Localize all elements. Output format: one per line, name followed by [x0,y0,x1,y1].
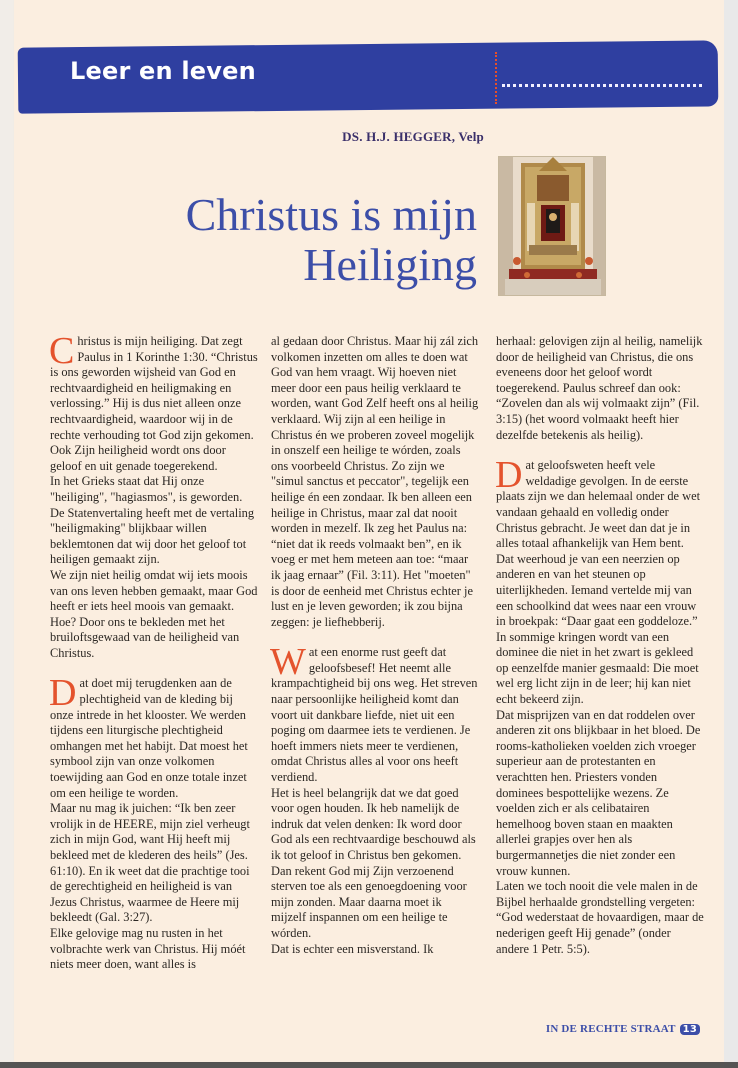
altar-illustration [499,157,606,296]
paragraph-text: In het Grieks staat dat Hij onze "heiliging", "hagiasmos", is geworden. De Statenvertaling heeft met de vertaling "heiligmaking" blijkbaar willen beklemtonen dat wij door het geloof tot heiligen gemaakt zijn. [50,474,255,567]
drop-cap: C [49,330,75,372]
paragraph-text: at doet mij terugdenken aan de plechtigheid van de kleding bij onze intrede in het klooster. We werden tijdens een liturgische plechtigheid omhangen met het habijt. Dat moest het symbool zijn van onze volkomen toewijding aan God en onze totale inzet om een heilige te worden. [50,676,248,800]
article-paragraph [496,334,704,443]
article-paragraph [271,334,479,630]
article-paragraph [496,552,704,708]
paragraph-text: Het is heel belangrijk dat we dat goed voor ogen houden. Ik heb namelijk de indruk dat velen denken: Ik word door God als een rechtvaardige beschouwd als ik tot geloof in Christus ben gekomen. Dan rekent God mij Zijn verzoenend sterven toe als een genoegdoening voor mijn zonden. Maar daarna moet ik mijzelf inspannen om een heilige te wórden. [271,785,476,940]
paragraph-text: at een enorme rust geeft dat geloofsbesef! Het neemt alle krampachtigheid bij ons weg. Het streven naar persoonlijke heiligheid komt dan voort uit dankbare liefde, niet uit een poging om daarmee iets te verdienen. Je hoeft immers niets meer te verdienen, omdat Christus alles al voor ons heeft verdiend. [271,645,478,785]
section-title: Leer en leven [70,57,256,85]
page-footer [540,1023,700,1035]
page-shadow [0,1062,738,1068]
church-altar-image [498,156,606,296]
drop-cap: D [49,672,77,715]
article-paragraph [50,474,258,568]
paragraph-text: herhaal: gelovigen zijn al heilig, namelijk door de heiligheid van Christus, die ons eveneens door het geloof wordt toegerekend. Paulus schreef dan ook: “Zovelen dan als wij volmaakt zijn” (Fil. 3:15) (het woord volmaakt heeft hier dezelfde betekenis als heilig). [496,334,703,442]
banner-dotted-line [502,84,702,87]
paragraph-gap [496,443,704,458]
drop-cap: D [495,454,523,497]
text-column-1 [49,330,258,973]
article-paragraph [271,942,479,958]
paragraph-text: al gedaan door Christus. Maar hij zál zich volkomen inzetten om alles te doen wat God van hem vraagt. Wij hoeven niet meer door een paus heilig verklaard te worden, want God Zelf heeft ons al heilig verklaard. Wij zijn al een heilige in Christus én we proberen zoveel mogelijk in onszelf een heilige te wórden, zoals ons voorbeeld Christus. Zo zijn we "simul sanctus et peccator", tegelijk een heilige én een zondaar. Ik ben alleen een heilige in Christus, maar zal dat nooit worden in mezelf. Ik zeg het Paulus na: “niet dat ik reeds volmaakt ben”, en ik voeg er met hem meteen aan toe: “maar ik jaag ernaar” (Fil. 3:11). Het "moeten" is door de eenheid met Christus echter je lust en je leven geworden; ik zou bijna zeggen: je liefhebberij. [271,334,479,629]
article-paragraph [495,454,704,552]
page-edge [724,0,738,1068]
magazine-name: IN DE RECHTE STRAAT [545,1023,676,1035]
paragraph-text: Dat is echter een misverstand. Ik [271,941,434,956]
article-paragraph [50,801,258,926]
article-paragraph [270,641,479,785]
paragraph-text: Elke gelovige mag nu rusten in het volbrachte werk van Christus. Hij móét niets meer doen, want alles is [50,925,246,972]
paragraph-text: Dat weerhoud je van een neerzien op anderen en van het steunen op uiterlijkheden. Iemand vertelde mij van een schoolkind dat wees naar een vrouw in broekpak: “Daar gaat een goddeloze.” In sommige kringen wordt van een dominee die niet in het zwart is gekleed op eenzelfde manier gesmaald: Die moet wel erg licht zijn in de leer; hij kan niet echt bekeerd zijn. [496,551,699,707]
article-paragraph [49,672,258,801]
paragraph-gap [50,661,258,676]
paragraph-text: hristus is mijn heiliging. Dat zegt Paulus in 1 Korinthe 1:30. “Christus is ons geworden wijsheid van God en rechtvaardigheid en heiligmaking en verlossing.” Hij is dus niet alleen onze rechtvaardigheid, waardoor wij in de rechte verhouding tot God zijn gekomen. Ook Zijn heiligheid wordt ons door geloof en uit genade toegerekend. [50,334,258,473]
article-title [140,190,477,290]
author-byline: DS. H.J. HEGGER, Velp [342,129,484,144]
text-column-2 [271,334,479,957]
article-paragraph [50,568,258,662]
banner-divider [495,52,497,104]
article-paragraph [50,926,258,973]
paragraph-text: We zijn niet heilig omdat wij iets moois van ons leven hebben gemaakt, maar God heeft er iets heel moois van gemaakt. Hoe? Door ons te bekleden met het bruiloftsgewaad van de heiligheid van Christus. [50,567,258,660]
drop-cap: W [270,641,306,684]
paragraph-text: Laten we toch nooit die vele malen in de Bijbel herhaalde grondstelling vergeten: “God wederstaat de hovaardigen, maar de nederigen geeft Hij genade” (onder andere 1 Petr. 5:5). [496,879,704,956]
article-paragraph [49,330,258,474]
article-paragraph [496,708,704,880]
text-column-3 [496,334,704,957]
title-line-1: Christus is mijn [185,189,477,240]
article-paragraph [271,786,479,942]
paragraph-text: Dat misprijzen van en dat roddelen over anderen zit ons blijkbaar in het bloed. De rooms-katholieken voelden zich vroeger superieur aan de protestanten en verachtten hen. Priesters vonden dominees bespottelijke wezens. Ze voelden zich er als celibatairen hemelhoog boven staan en maakten allerlei grapjes over hen als burgermannetjes die niet zonder een vrouw kunnen. [496,707,701,878]
page-number: 13 [680,1024,700,1035]
paragraph-text: Maar nu mag ik juichen: “Ik ben zeer vrolijk in de HEERE, mijn ziel verheugt zich in mijn God, want Hij heeft mij bekleed met de klederen des heils” (Jes. 61:10). En ik weet dat die prachtige tooi de gerechtigheid en heiligheid is van Jezus Christus, waarmee de Heere mij bekleedt (Gal. 3:27). [50,801,250,925]
title-line-2: Heiliging [303,239,477,290]
article-paragraph [496,879,704,957]
paragraph-text: at geloofsweten heeft vele weldadige gevolgen. In de eerste plaats zijn we dan helemaal onder de wet vandaan gehaald en volledig onder Christus gebracht. Je weet dan dat je in alles totaal afhankelijk van Hem bent. [496,458,701,551]
